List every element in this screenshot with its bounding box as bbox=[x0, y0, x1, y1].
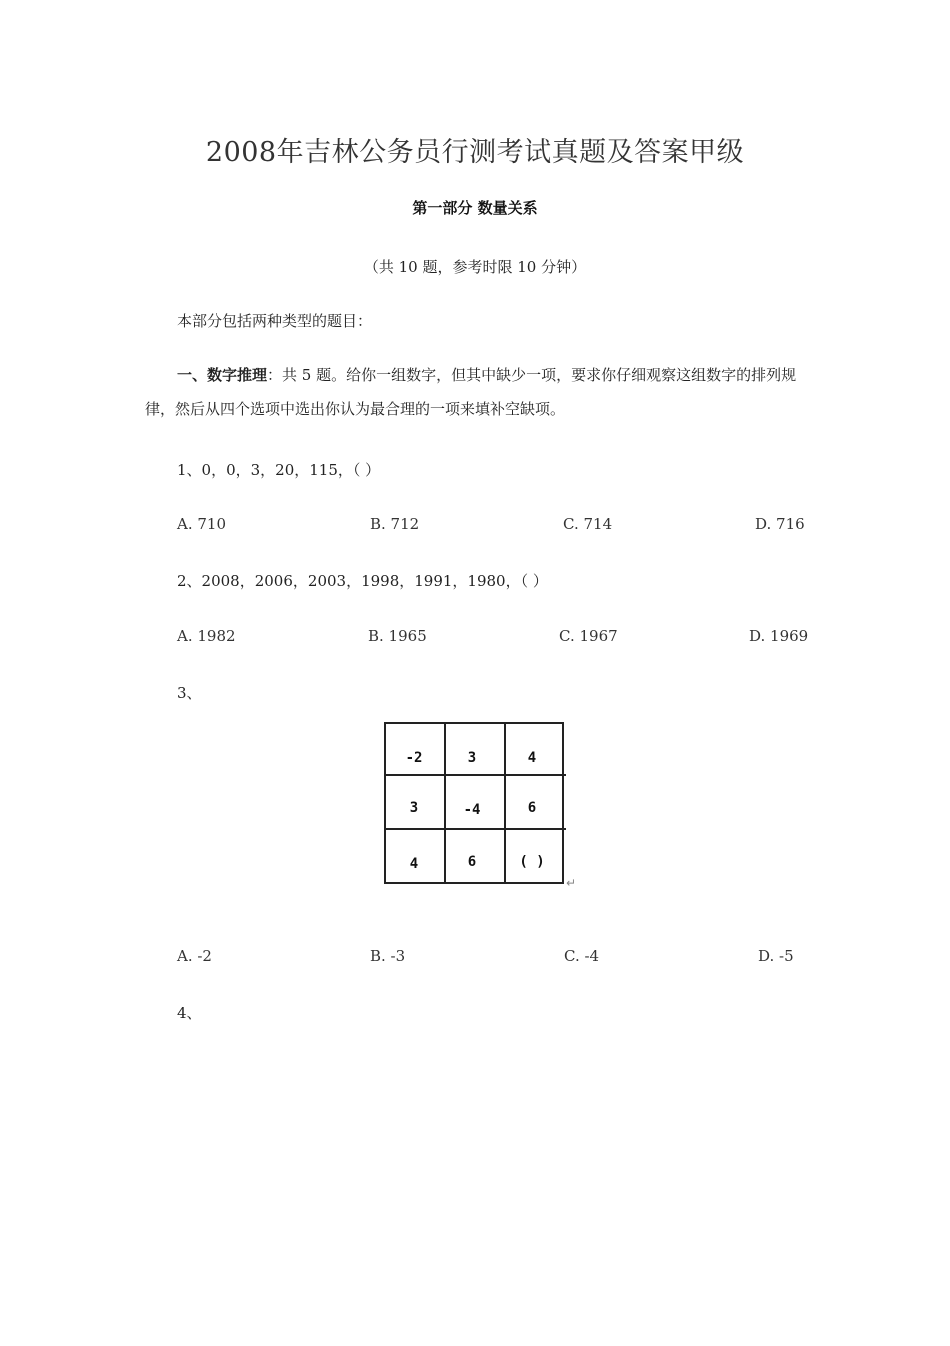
q2-option-a: A. 1982 bbox=[177, 627, 236, 645]
q1-option-a: A. 710 bbox=[177, 515, 226, 533]
question-1-number: 1、 bbox=[177, 461, 202, 479]
question-2-number: 2、 bbox=[177, 572, 202, 590]
q3-option-c: C. -4 bbox=[564, 947, 600, 965]
q3-option-b: B. -3 bbox=[370, 947, 406, 965]
question-2 bbox=[177, 564, 548, 598]
grid-cell: -4 bbox=[463, 802, 481, 818]
section-subtitle: （共 10 题，参考时限 10 分钟） bbox=[363, 258, 587, 276]
grid-divider bbox=[386, 774, 566, 776]
q2-option-b: B. 1965 bbox=[368, 627, 427, 645]
grid-cell: 6 bbox=[467, 854, 477, 870]
question-1-stem: 0，0，3，20，115，（ ） bbox=[201, 461, 381, 479]
intro-text: 本部分包括两种类型的题目： bbox=[177, 312, 373, 330]
grid-cell: 4 bbox=[527, 750, 537, 766]
type1-text: ：共 5 题。给你一组数字，但其中缺少一项，要求你仔细观察这组数字的排列规律，然后从四个选项中选出你认为最合理的一项来填补空缺项。 bbox=[145, 366, 797, 418]
type1-description bbox=[145, 358, 805, 426]
q1-option-c: C. 714 bbox=[563, 515, 613, 533]
q2-option-c: C. 1967 bbox=[559, 627, 618, 645]
grid-cell: -2 bbox=[405, 750, 423, 766]
question-3-number: 3、 bbox=[177, 684, 202, 702]
question-2-stem: 2008，2006，2003，1998，1991，1980，（ ） bbox=[201, 572, 548, 590]
grid-divider bbox=[386, 828, 566, 830]
q1-option-d: D. 716 bbox=[755, 515, 805, 533]
q3-option-d: D. -5 bbox=[758, 947, 794, 965]
number-grid bbox=[384, 722, 564, 884]
section-title: 第一部分 数量关系 bbox=[412, 199, 538, 217]
question-4-number: 4、 bbox=[177, 1004, 202, 1022]
grid-cell: 6 bbox=[527, 800, 537, 816]
q3-option-a: A. -2 bbox=[177, 947, 212, 965]
grid-cell: 3 bbox=[467, 750, 477, 766]
grid-cell-blank: ( ) bbox=[519, 854, 545, 870]
grid-cell: 3 bbox=[409, 800, 419, 816]
question-1 bbox=[177, 453, 380, 487]
type1-heading: 一、数字推理 bbox=[177, 366, 268, 384]
document-title: 2008年吉林公务员行测考试真题及答案甲级 bbox=[205, 137, 745, 168]
q2-option-d: D. 1969 bbox=[749, 627, 809, 645]
paragraph-mark-icon: ↵ bbox=[566, 876, 577, 890]
grid-cell: 4 bbox=[409, 856, 419, 872]
q1-option-b: B. 712 bbox=[370, 515, 420, 533]
